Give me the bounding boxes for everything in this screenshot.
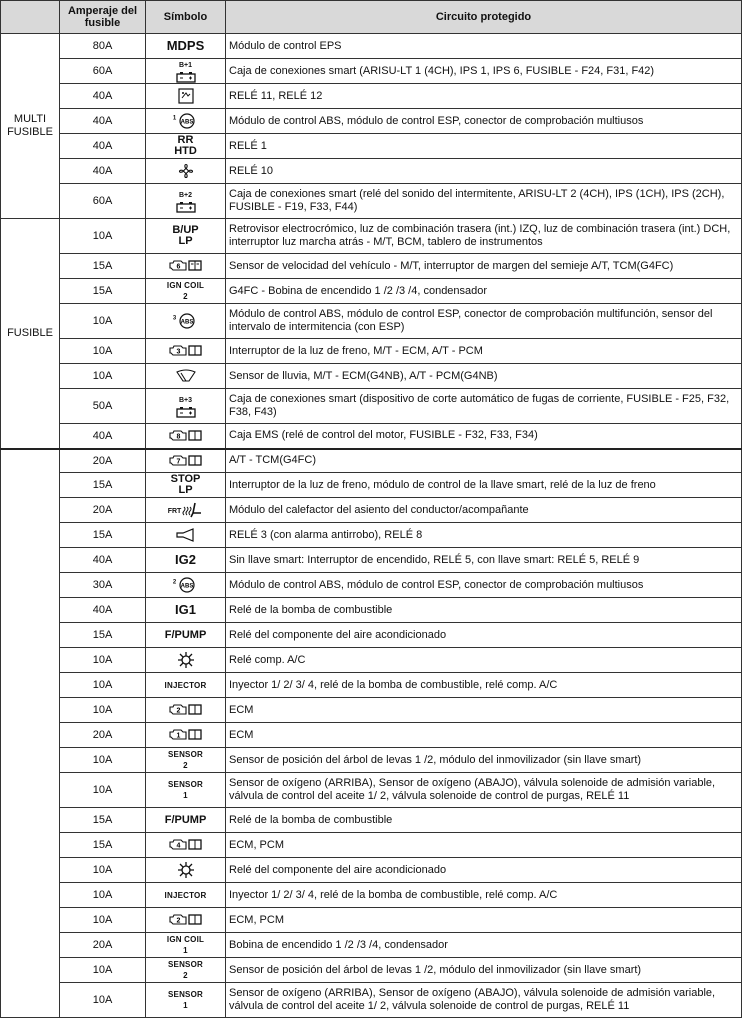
table-header-row bbox=[1, 1, 742, 34]
circuit-cell: Caja de conexiones smart (relé del sonido del intermitente, ARISU-LT 2 (4CH), IPS (1CH), IPS (2CH), FUSIBLE - F19, F33, F44) bbox=[226, 184, 742, 219]
symbol-cell bbox=[146, 304, 226, 339]
circuit-cell: Módulo de control ABS, módulo de control ESP, conector de comprobación multiusos bbox=[226, 109, 742, 134]
table-row bbox=[1, 833, 742, 858]
amp-cell: 10A bbox=[60, 219, 146, 254]
symbol-cell bbox=[146, 598, 226, 623]
symbol-cell bbox=[146, 908, 226, 933]
table-row bbox=[1, 808, 742, 833]
ac-compressor-icon bbox=[177, 861, 195, 879]
amp-cell: 40A bbox=[60, 424, 146, 449]
symbol-cell bbox=[146, 449, 226, 473]
symbol-cell bbox=[146, 523, 226, 548]
seat-heater-icon bbox=[181, 501, 203, 519]
engine-number: 7 bbox=[176, 458, 180, 466]
circuit-cell: Interruptor de la luz de freno, módulo de control de la llave smart, relé de la luz de freno bbox=[226, 473, 742, 498]
circuit-cell: Inyector 1/ 2/ 3/ 4, relé de la bomba de combustible, relé comp. A/C bbox=[226, 673, 742, 698]
amp-cell: 10A bbox=[60, 673, 146, 698]
amp-cell: 10A bbox=[60, 339, 146, 364]
circuit-cell: ECM bbox=[226, 723, 742, 748]
symbol-text: SENSOR 1 bbox=[168, 990, 203, 1010]
circuit-cell: RELÉ 10 bbox=[226, 159, 742, 184]
symbol-cell bbox=[146, 184, 226, 219]
table-row bbox=[1, 59, 742, 84]
symbol-text: STOP LP bbox=[170, 473, 201, 496]
symbol-text: MDPS bbox=[166, 37, 205, 53]
amp-cell: 10A bbox=[60, 648, 146, 673]
amp-cell: 10A bbox=[60, 983, 146, 1018]
engine-ecu-icon bbox=[169, 913, 203, 927]
abs-icon bbox=[176, 313, 198, 329]
symbol-cell bbox=[146, 219, 226, 254]
circuit-cell: Módulo del calefactor del asiento del conductor/acompañante bbox=[226, 498, 742, 523]
symbol-text: SENSOR 2 bbox=[168, 750, 203, 770]
table-row bbox=[1, 748, 742, 773]
symbol-text: B+2 bbox=[178, 192, 193, 199]
amp-cell: 30A bbox=[60, 573, 146, 598]
circuit-cell: G4FC - Bobina de encendido 1 /2 /3 /4, condensador bbox=[226, 279, 742, 304]
engine-ecu-icon bbox=[169, 454, 203, 468]
symbol-text: B+3 bbox=[178, 397, 193, 404]
table-row bbox=[1, 184, 742, 219]
circuit-cell: Sensor de oxígeno (ARRIBA), Sensor de oxígeno (ABAJO), válvula solenoide de admisión variable, válvula de control del aceite 1/ 2, válvula solenoide de control de purgas, RELÉ 11 bbox=[226, 773, 742, 808]
symbol-cell bbox=[146, 84, 226, 109]
amp-cell: 60A bbox=[60, 59, 146, 84]
svg-text:6: 6 bbox=[176, 263, 180, 271]
svg-text:ABS: ABS bbox=[180, 119, 194, 126]
relay-icon bbox=[177, 87, 195, 105]
table-row bbox=[1, 219, 742, 254]
circuit-cell: Relé de la bomba de combustible bbox=[226, 598, 742, 623]
circuit-cell: Bobina de encendido 1 /2 /3 /4, condensador bbox=[226, 933, 742, 958]
circuit-cell: Módulo de control ABS, módulo de control ESP, conector de comprobación multifunción, sensor del intervalo de intermitencia (con ESP) bbox=[226, 304, 742, 339]
circuit-cell: Inyector 1/ 2/ 3/ 4, relé de la bomba de combustible, relé comp. A/C bbox=[226, 883, 742, 908]
table-row bbox=[1, 598, 742, 623]
circuit-cell: Sensor de posición del árbol de levas 1 /2, módulo del inmovilizador (sin llave smart) bbox=[226, 958, 742, 983]
header-amp: Amperaje del fusible bbox=[60, 1, 146, 34]
amp-cell: 40A bbox=[60, 84, 146, 109]
symbol-cell bbox=[146, 573, 226, 598]
symbol-text: SENSOR 2 bbox=[168, 960, 203, 980]
table-row bbox=[1, 473, 742, 498]
circuit-cell: Módulo de control EPS bbox=[226, 34, 742, 59]
amp-cell: 20A bbox=[60, 723, 146, 748]
table-row bbox=[1, 523, 742, 548]
engine-ecu-icon bbox=[169, 838, 203, 852]
table-row bbox=[1, 648, 742, 673]
amp-cell: 20A bbox=[60, 449, 146, 473]
group-label-fuse: FUSIBLE bbox=[1, 219, 60, 449]
svg-text:ABS: ABS bbox=[180, 583, 194, 590]
table-row bbox=[1, 498, 742, 523]
symbol-cell bbox=[146, 933, 226, 958]
horn-icon bbox=[175, 527, 197, 543]
symbol-text: IGN COIL 2 bbox=[166, 281, 205, 301]
circuit-cell: Sin llave smart: Interruptor de encendido, RELÉ 5, con llave smart: RELÉ 5, RELÉ 9 bbox=[226, 548, 742, 573]
symbol-cell bbox=[146, 698, 226, 723]
engine-number: 3 bbox=[176, 348, 180, 356]
table-row bbox=[1, 698, 742, 723]
circuit-cell: Caja EMS (relé de control del motor, FUSIBLE - F32, F33, F34) bbox=[226, 424, 742, 449]
engine-ecu-icon bbox=[169, 259, 203, 273]
symbol-cell bbox=[146, 983, 226, 1018]
symbol-text: 2 bbox=[172, 579, 177, 586]
table-row bbox=[1, 339, 742, 364]
amp-cell: 20A bbox=[60, 498, 146, 523]
table-row bbox=[1, 883, 742, 908]
symbol-cell bbox=[146, 748, 226, 773]
symbol-cell bbox=[146, 109, 226, 134]
table-row bbox=[1, 958, 742, 983]
circuit-cell: Caja de conexiones smart (ARISU-LT 1 (4CH), IPS 1, IPS 6, FUSIBLE - F24, F31, F42) bbox=[226, 59, 742, 84]
amp-cell: 20A bbox=[60, 933, 146, 958]
symbol-cell bbox=[146, 723, 226, 748]
table-row bbox=[1, 573, 742, 598]
engine-number: 2 bbox=[176, 917, 180, 925]
table-row bbox=[1, 364, 742, 389]
amp-cell: 15A bbox=[60, 254, 146, 279]
circuit-cell: ECM bbox=[226, 698, 742, 723]
battery-icon bbox=[176, 201, 196, 213]
symbol-text: B+1 bbox=[178, 62, 193, 69]
table-row bbox=[1, 983, 742, 1018]
circuit-cell: Relé de la bomba de combustible bbox=[226, 808, 742, 833]
amp-cell: 15A bbox=[60, 279, 146, 304]
engine-ecu-icon bbox=[169, 703, 203, 717]
amp-cell: 40A bbox=[60, 109, 146, 134]
circuit-cell: RELÉ 3 (con alarma antirrobo), RELÉ 8 bbox=[226, 523, 742, 548]
symbol-text: F/PUMP bbox=[164, 628, 207, 641]
table-row bbox=[1, 933, 742, 958]
header-circuit: Circuito protegido bbox=[226, 1, 742, 34]
table-row bbox=[1, 623, 742, 648]
symbol-cell bbox=[146, 623, 226, 648]
table-row bbox=[1, 908, 742, 933]
circuit-cell: Módulo de control ABS, módulo de control ESP, conector de comprobación multiusos bbox=[226, 573, 742, 598]
amp-cell: 10A bbox=[60, 698, 146, 723]
amp-cell: 15A bbox=[60, 623, 146, 648]
amp-cell: 15A bbox=[60, 523, 146, 548]
circuit-cell: Interruptor de la luz de freno, M/T - ECM, A/T - PCM bbox=[226, 339, 742, 364]
symbol-cell bbox=[146, 424, 226, 449]
amp-cell: 40A bbox=[60, 548, 146, 573]
battery-icon bbox=[176, 71, 196, 83]
symbol-text: FRT bbox=[167, 507, 182, 515]
circuit-cell: Caja de conexiones smart (dispositivo de corte automático de fugas de corriente, FUSIBLE - F25, F32, F38, F43) bbox=[226, 389, 742, 424]
circuit-cell: A/T - TCM(G4FC) bbox=[226, 449, 742, 473]
amp-cell: 10A bbox=[60, 304, 146, 339]
symbol-text: RR HTD bbox=[174, 134, 197, 157]
table-row bbox=[1, 254, 742, 279]
symbol-text: SENSOR 1 bbox=[168, 780, 203, 800]
amp-cell: 10A bbox=[60, 364, 146, 389]
group-blank bbox=[1, 449, 60, 1018]
table-row bbox=[1, 279, 742, 304]
symbol-text: IG1 bbox=[175, 601, 196, 617]
engine-number: 2 bbox=[176, 707, 180, 715]
amp-cell: 15A bbox=[60, 808, 146, 833]
symbol-text: INJECTOR bbox=[164, 890, 207, 900]
amp-cell: 80A bbox=[60, 34, 146, 59]
table-row bbox=[1, 424, 742, 449]
table-row bbox=[1, 134, 742, 159]
table-row bbox=[1, 304, 742, 339]
engine-number: 8 bbox=[176, 433, 180, 441]
table-row bbox=[1, 449, 742, 473]
circuit-cell: ECM, PCM bbox=[226, 908, 742, 933]
symbol-cell bbox=[146, 59, 226, 84]
amp-cell: 10A bbox=[60, 883, 146, 908]
table-row bbox=[1, 109, 742, 134]
table-row bbox=[1, 84, 742, 109]
symbol-cell bbox=[146, 159, 226, 184]
table-row bbox=[1, 673, 742, 698]
circuit-cell: Sensor de posición del árbol de levas 1 /2, módulo del inmovilizador (sin llave smart) bbox=[226, 748, 742, 773]
table-row bbox=[1, 548, 742, 573]
table-row bbox=[1, 389, 742, 424]
amp-cell: 40A bbox=[60, 598, 146, 623]
symbol-cell bbox=[146, 958, 226, 983]
symbol-cell bbox=[146, 134, 226, 159]
amp-cell: 15A bbox=[60, 833, 146, 858]
engine-number: 4 bbox=[176, 842, 180, 850]
symbol-cell bbox=[146, 364, 226, 389]
amp-cell: 10A bbox=[60, 908, 146, 933]
circuit-cell: Sensor de lluvia, M/T - ECM(G4NB), A/T - PCM(G4NB) bbox=[226, 364, 742, 389]
symbol-cell bbox=[146, 883, 226, 908]
symbol-cell bbox=[146, 773, 226, 808]
circuit-cell: ECM, PCM bbox=[226, 833, 742, 858]
symbol-cell bbox=[146, 34, 226, 59]
symbol-text: INJECTOR bbox=[164, 680, 207, 690]
symbol-cell bbox=[146, 339, 226, 364]
amp-cell: 40A bbox=[60, 134, 146, 159]
header-symbol: Símbolo bbox=[146, 1, 226, 34]
symbol-text: B/UP LP bbox=[172, 224, 199, 247]
circuit-cell: Sensor de velocidad del vehículo - M/T, interruptor de margen del semieje A/T, TCM(G4FC) bbox=[226, 254, 742, 279]
engine-ecu-icon bbox=[169, 429, 203, 443]
amp-cell: 10A bbox=[60, 748, 146, 773]
symbol-cell bbox=[146, 389, 226, 424]
amp-cell: 10A bbox=[60, 773, 146, 808]
symbol-text: 1 bbox=[172, 115, 177, 122]
engine-ecu-icon bbox=[169, 728, 203, 742]
table-row bbox=[1, 773, 742, 808]
table-row bbox=[1, 723, 742, 748]
circuit-cell: Retrovisor electrocrómico, luz de combinación trasera (int.) IZQ, luz de combinación trasera (int.) DCH, interruptor luz marcha atrás - M/T, BCM, tablero de instrumentos bbox=[226, 219, 742, 254]
symbol-cell bbox=[146, 473, 226, 498]
symbol-cell bbox=[146, 808, 226, 833]
symbol-text: IGN COIL 1 bbox=[166, 935, 205, 955]
wiper-icon bbox=[175, 369, 197, 383]
circuit-cell: RELÉ 11, RELÉ 12 bbox=[226, 84, 742, 109]
circuit-cell: Sensor de oxígeno (ARRIBA), Sensor de oxígeno (ABAJO), válvula solenoide de admisión variable, válvula de control del aceite 1/ 2, válvula solenoide de control de purgas, RELÉ 11 bbox=[226, 983, 742, 1018]
amp-cell: 50A bbox=[60, 389, 146, 424]
symbol-cell bbox=[146, 548, 226, 573]
symbol-text: IG2 bbox=[175, 551, 196, 567]
engine-ecu-icon bbox=[169, 344, 203, 358]
table-row bbox=[1, 858, 742, 883]
symbol-cell bbox=[146, 498, 226, 523]
amp-cell: 10A bbox=[60, 958, 146, 983]
amp-cell: 40A bbox=[60, 159, 146, 184]
table-row bbox=[1, 159, 742, 184]
symbol-text: 3 bbox=[172, 315, 177, 322]
engine-number: 1 bbox=[176, 732, 180, 740]
symbol-cell bbox=[146, 254, 226, 279]
symbol-cell bbox=[146, 673, 226, 698]
table-row bbox=[1, 34, 742, 59]
abs-icon bbox=[176, 577, 198, 593]
battery-icon bbox=[176, 406, 196, 418]
symbol-cell bbox=[146, 648, 226, 673]
circuit-cell: Relé del componente del aire acondicionado bbox=[226, 858, 742, 883]
header-group bbox=[1, 1, 60, 34]
abs-icon bbox=[176, 113, 198, 129]
group-label-multi: MULTI FUSIBLE bbox=[1, 34, 60, 219]
amp-cell: 15A bbox=[60, 473, 146, 498]
svg-text:ABS: ABS bbox=[180, 319, 194, 326]
symbol-text: F/PUMP bbox=[164, 813, 207, 826]
symbol-cell bbox=[146, 833, 226, 858]
symbol-cell bbox=[146, 858, 226, 883]
circuit-cell: Relé del componente del aire acondicionado bbox=[226, 623, 742, 648]
circuit-cell: RELÉ 1 bbox=[226, 134, 742, 159]
circuit-cell: Relé comp. A/C bbox=[226, 648, 742, 673]
amp-cell: 60A bbox=[60, 184, 146, 219]
symbol-cell bbox=[146, 279, 226, 304]
ac-compressor-icon bbox=[177, 651, 195, 669]
fan-icon bbox=[176, 162, 196, 180]
amp-cell: 10A bbox=[60, 858, 146, 883]
